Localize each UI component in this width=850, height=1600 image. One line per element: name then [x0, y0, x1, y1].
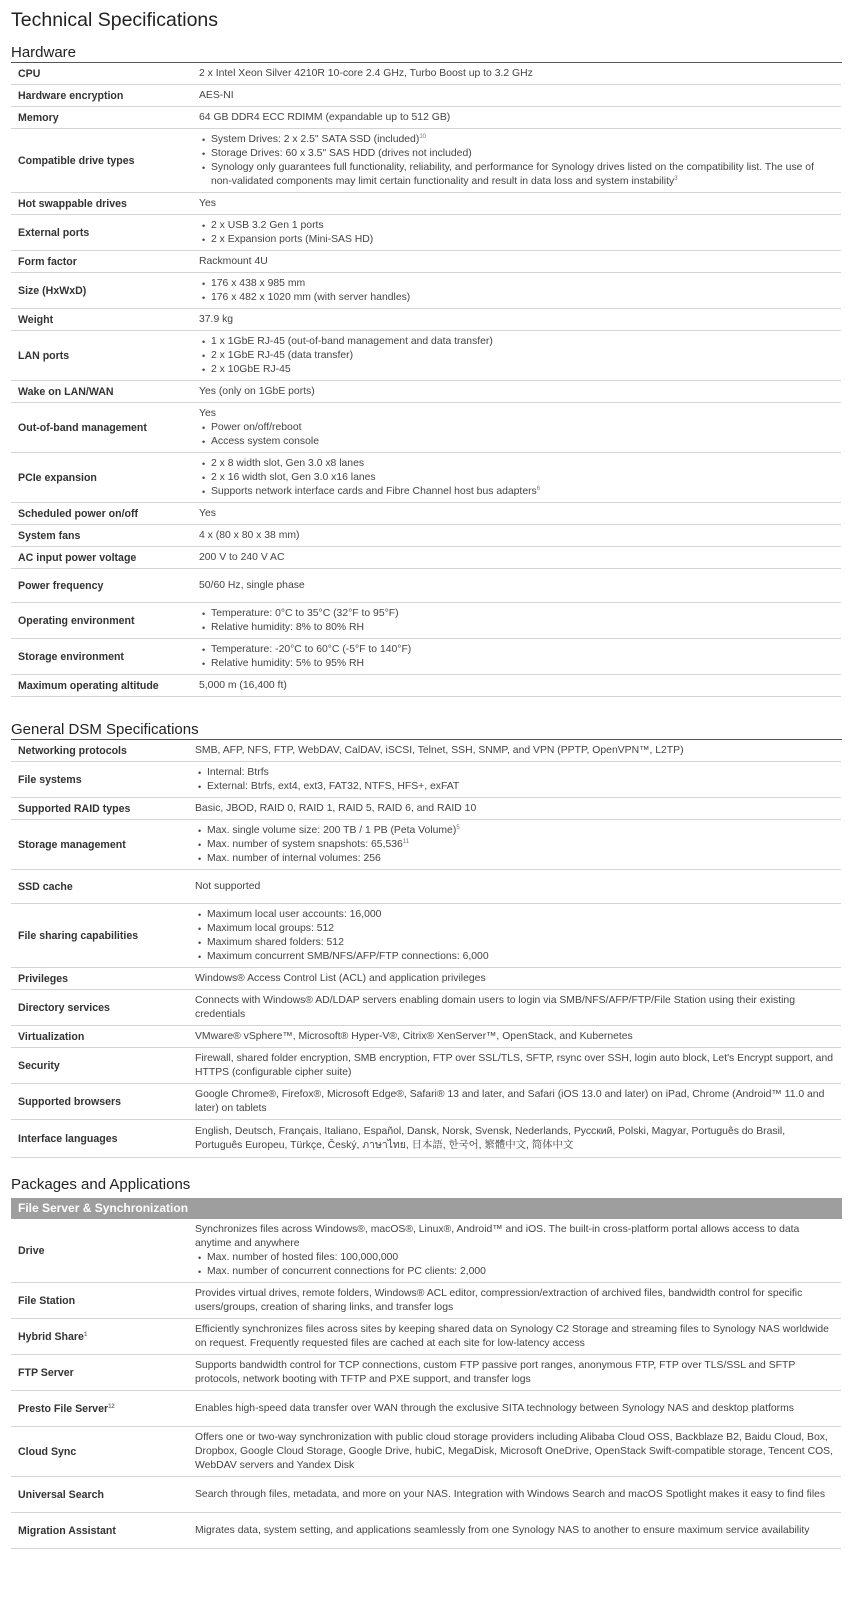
spec-bullet: • 2 x 10GbE RJ-45 — [199, 363, 835, 377]
spec-label: Scheduled power on/off — [18, 507, 139, 520]
spec-label: Maximum operating altitude — [18, 679, 159, 692]
spec-value — [195, 824, 841, 866]
spec-row-maximum-operating-altitude — [11, 675, 841, 697]
spec-value — [199, 407, 841, 449]
spec-bullet: • Maximum local groups: 512 — [195, 922, 835, 936]
spec-label: Presto File Server$^{12}$ — [18, 1402, 115, 1415]
spec-value — [199, 385, 841, 399]
spec-text: Supports bandwidth control for TCP connections, custom FTP passive port ranges, anonymous FTP, FTP over TLS/SSL and SFTP protocols, network booting with TFTP and PXE support, and transfer logs — [195, 1359, 796, 1385]
spec-text: Yes — [199, 197, 216, 209]
spec-row-compatible-drive-types — [11, 129, 841, 193]
spec-value — [195, 1088, 841, 1116]
spec-bullet: • Internal: Btrfs — [195, 766, 835, 780]
spec-label: Migration Assistant — [18, 1524, 116, 1537]
spec-row-operating-environment — [11, 603, 841, 639]
spec-bullet: • External: Btrfs, ext4, ext3, FAT32, NTFS, HFS+, exFAT — [195, 780, 835, 794]
spec-label: Wake on LAN/WAN — [18, 385, 114, 398]
spec-value — [195, 1052, 841, 1080]
spec-value — [195, 1030, 841, 1044]
spec-text: 64 GB DDR4 ECC RDIMM (expandable up to 512 GB) — [199, 111, 451, 123]
spec-label: Operating environment — [18, 614, 135, 627]
spec-text: Enables high-speed data transfer over WAN through the exclusive SITA technology between Synology NAS and desktop platforms — [195, 1402, 794, 1414]
spec-label: Storage environment — [18, 650, 124, 663]
spec-label: FTP Server — [18, 1366, 74, 1379]
spec-row-power-frequency — [11, 569, 841, 603]
spec-value — [195, 1488, 841, 1502]
spec-value — [199, 277, 841, 305]
spec-bullet: • Temperature: -20°C to 60°C (-5°F to 140°F) — [199, 643, 835, 657]
spec-value — [195, 1402, 841, 1416]
spec-label: Universal Search — [18, 1488, 104, 1501]
spec-text: Windows® Access Control List (ACL) and application privileges — [195, 972, 486, 984]
spec-text: Synchronizes files across Windows®, macOS®, Linux®, Android™ and iOS. The built-in cross-platform portal allows access to data anytime and anywhere — [195, 1223, 800, 1249]
spec-row-hybrid-share — [11, 1319, 841, 1355]
spec-value — [195, 908, 841, 964]
spec-value — [199, 551, 841, 565]
spec-bullet: • Maximum concurrent SMB/NFS/AFP/FTP connections: 6,000 — [195, 950, 835, 964]
spec-row-storage-management — [11, 820, 841, 870]
footnote-ref: 1 — [83, 1331, 88, 1338]
spec-row-lan-ports — [11, 331, 841, 381]
spec-label: Privileges — [18, 972, 69, 985]
spec-label: Supported browsers — [18, 1095, 122, 1108]
section-heading-hardware: Hardware — [11, 44, 842, 63]
spec-text: 5,000 m (16,400 ft) — [199, 679, 287, 691]
spec-row-virtualization — [11, 1026, 841, 1048]
spec-text: Google Chrome®, Firefox®, Microsoft Edge®, Safari® 13 and later, and Safari (iOS 13.0 and later) on iPad, Chrome (Android™ 11.0 and later) on tablets — [195, 1088, 825, 1114]
spec-row-system-fans — [11, 525, 841, 547]
spec-value — [195, 1223, 841, 1279]
spec-row-size-hxwxd — [11, 273, 841, 309]
spec-text: Yes (only on 1GbE ports) — [199, 385, 315, 397]
spec-row-interface-languages — [11, 1120, 841, 1158]
spec-text: Firewall, shared folder encryption, SMB encryption, FTP over SSL/TLS, SFTP, rsync over SSH, login auto block, Let's Encrypt support, and HTTPS (configurable cipher suite) — [195, 1052, 834, 1078]
spec-text: English, Deutsch, Français, Italiano, Español, Dansk, Norsk, Svensk, Nederlands, Русский, Polski, Magyar, Português do Brasil, Português Europeu, Türkçe, Český, ภาษาไทย, 日本語, 한국어, 繁體中文, 简体中文 — [195, 1125, 786, 1151]
spec-row-form-factor — [11, 251, 841, 273]
spec-label: SSD cache — [18, 880, 73, 893]
spec-value — [199, 579, 841, 593]
spec-value — [199, 197, 841, 211]
spec-text: Efficiently synchronizes files across sites by keeping shared data on Synology C2 Storage and streaming files to Synology NAS worldwide on request. Frequently requested files are cached at each site for low-latency access — [195, 1323, 829, 1349]
spec-value — [195, 766, 841, 794]
spec-row-universal-search — [11, 1477, 841, 1513]
spec-bullet: • Max. number of hosted files: 100,000,000 — [195, 1251, 835, 1265]
spec-text: 200 V to 240 V AC — [199, 551, 285, 563]
spec-bullet: • Supports network interface cards and Fibre Channel host bus adapters$^6$ — [199, 485, 835, 499]
spec-label: CPU — [18, 67, 41, 80]
spec-value — [199, 457, 841, 499]
spec-text: Not supported — [195, 880, 261, 892]
spec-bullet: • Storage Drives: 60 x 3.5" SAS HDD (drives not included) — [199, 147, 835, 161]
spec-label: System fans — [18, 529, 81, 542]
spec-text: Offers one or two-way synchronization with public cloud storage providers including Alibaba Cloud OSS, Backblaze B2, Baidu Cloud, Box, Dropbox, Google Cloud Storage, Google Drive, hubiC, MegaDisk, Microsoft OneDrive, OpenStack Swift-compatible storage, Tencent COS, WebDAV servers and Yandex Disk — [195, 1431, 833, 1471]
spec-label: Drive — [18, 1244, 45, 1257]
spec-row-memory — [11, 107, 841, 129]
spec-value — [199, 255, 841, 269]
spec-row-file-station — [11, 1283, 841, 1319]
spec-row-ssd-cache — [11, 870, 841, 904]
spec-bullet: • Power on/off/reboot — [199, 421, 835, 435]
spec-value — [195, 744, 841, 758]
spec-label: Compatible drive types — [18, 154, 135, 167]
spec-bullet: • Max. single volume size: 200 TB / 1 PB (Peta Volume)$^5$ — [195, 824, 835, 838]
spec-value — [195, 1287, 841, 1315]
spec-label: External ports — [18, 226, 90, 239]
spec-label: Directory services — [18, 1001, 110, 1014]
spec-label: Security — [18, 1059, 60, 1072]
spec-text: Migrates data, system setting, and applications seamlessly from one Synology NAS to another to ensure maximum service availability — [195, 1524, 810, 1536]
spec-label: Out-of-band management — [18, 421, 147, 434]
spec-value — [199, 335, 841, 377]
spec-label: File sharing capabilities — [18, 929, 139, 942]
spec-value — [195, 1359, 841, 1387]
spec-value — [199, 313, 841, 327]
spec-bullet: • Max. number of concurrent connections for PC clients: 2,000 — [195, 1265, 835, 1279]
spec-row-wake-on-lan-wan — [11, 381, 841, 403]
spec-label: Memory — [18, 111, 59, 124]
spec-row-privileges — [11, 968, 841, 990]
spec-bullet: • 176 x 438 x 985 mm — [199, 277, 835, 291]
spec-text: Search through files, metadata, and more on your NAS. Integration with Windows Search and macOS Spotlight makes it easy to find files — [195, 1488, 826, 1500]
footnote-ref: 11 — [402, 838, 410, 845]
spec-value — [195, 1323, 841, 1351]
spec-value — [195, 880, 841, 894]
spec-row-file-systems — [11, 762, 841, 798]
spec-label: LAN ports — [18, 349, 70, 362]
section-heading-packages: Packages and Applications — [11, 1176, 191, 1193]
spec-bullet: • 1 x 1GbE RJ-45 (out-of-band management and data transfer) — [199, 335, 835, 349]
spec-row-supported-raid-types — [11, 798, 841, 820]
spec-bullet: • 2 x 16 width slot, Gen 3.0 x16 lanes — [199, 471, 835, 485]
spec-bullet: • Access system console — [199, 435, 835, 449]
footnote-ref: 12 — [108, 1403, 115, 1410]
spec-label: Storage management — [18, 838, 126, 851]
spec-text: 50/60 Hz, single phase — [199, 579, 305, 591]
spec-value — [199, 133, 841, 189]
spec-row-presto-file-server — [11, 1391, 841, 1427]
spec-text: VMware® vSphere™, Microsoft® Hyper-V®, Citrix® XenServer™, OpenStack, and Kubernetes — [195, 1030, 633, 1042]
spec-row-out-of-band-management — [11, 403, 841, 453]
packages-table — [11, 1219, 841, 1549]
spec-value — [195, 972, 841, 986]
spec-bullet: • Maximum shared folders: 512 — [195, 936, 835, 950]
footnote-ref: 10 — [419, 133, 426, 140]
category-band: File Server & Synchronization — [11, 1198, 842, 1219]
spec-row-scheduled-power-on-off — [11, 503, 841, 525]
footnote-ref: 5 — [456, 824, 460, 831]
dsm-table — [11, 740, 841, 1158]
spec-row-external-ports — [11, 215, 841, 251]
section-heading-dsm: General DSM Specifications — [11, 721, 842, 740]
spec-text: Provides virtual drives, remote folders, Windows® ACL editor, compression/extraction of archived files, bandwidth control for specific users/groups, creation of sharing links, and transfer logs — [195, 1287, 803, 1313]
spec-text: SMB, AFP, NFS, FTP, WebDAV, CalDAV, iSCSI, Telnet, SSH, SNMP, and VPN (PPTP, OpenVPN™, L2TP) — [195, 744, 684, 756]
spec-label: Form factor — [18, 255, 77, 268]
page-title: Technical Specifications — [11, 9, 219, 31]
spec-value — [199, 111, 841, 125]
spec-row-networking-protocols — [11, 740, 841, 762]
spec-label: Weight — [18, 313, 54, 326]
spec-label: Hot swappable drives — [18, 197, 127, 210]
spec-text: Connects with Windows® AD/LDAP servers enabling domain users to login via SMB/NFS/AFP/FTP/File Station using their existing credentials — [195, 994, 795, 1020]
spec-row-hot-swappable-drives — [11, 193, 841, 215]
spec-value — [195, 994, 841, 1022]
spec-value — [199, 529, 841, 543]
spec-row-security — [11, 1048, 841, 1084]
spec-bullet: • Relative humidity: 8% to 80% RH — [199, 621, 835, 635]
spec-bullet: • Synology only guarantees full functionality, reliability, and performance for Synology drives listed on the compatibility list. The use of non-validated components may limit certain functionality and result in data loss and system instability$^3$ — [199, 161, 835, 189]
spec-label: Power frequency — [18, 579, 104, 592]
spec-text: Yes — [199, 407, 216, 419]
spec-row-cloud-sync — [11, 1427, 841, 1477]
spec-label: Hybrid Share$^1$ — [18, 1330, 88, 1343]
spec-bullet: • 2 x 1GbE RJ-45 (data transfer) — [199, 349, 835, 363]
spec-value — [195, 1524, 841, 1538]
spec-row-directory-services — [11, 990, 841, 1026]
spec-label: Hardware encryption — [18, 89, 124, 102]
spec-bullet: • 176 x 482 x 1020 mm (with server handles) — [199, 291, 835, 305]
spec-value — [195, 1431, 841, 1473]
spec-text: 37.9 kg — [199, 313, 234, 325]
spec-text: Yes — [199, 507, 216, 519]
spec-value — [199, 67, 841, 81]
spec-label: AC input power voltage — [18, 551, 137, 564]
spec-value — [195, 802, 841, 816]
spec-value — [199, 607, 841, 635]
spec-bullet: • Relative humidity: 5% to 95% RH — [199, 657, 835, 671]
spec-row-drive — [11, 1219, 841, 1283]
spec-value — [199, 643, 841, 671]
spec-text: 2 x Intel Xeon Silver 4210R 10-core 2.4 GHz, Turbo Boost up to 3.2 GHz — [199, 67, 533, 79]
spec-value — [199, 219, 841, 247]
spec-label: PCIe expansion — [18, 471, 97, 484]
spec-row-pcie-expansion — [11, 453, 841, 503]
footnote-ref: 3 — [674, 175, 678, 182]
spec-row-migration-assistant — [11, 1513, 841, 1549]
spec-row-supported-browsers — [11, 1084, 841, 1120]
spec-text: AES-NI — [199, 89, 234, 101]
spec-row-file-sharing-capabilities — [11, 904, 841, 968]
spec-value — [199, 89, 841, 103]
spec-text: Basic, JBOD, RAID 0, RAID 1, RAID 5, RAID 6, and RAID 10 — [195, 802, 477, 814]
spec-value — [199, 679, 841, 693]
spec-bullet: • 2 x Expansion ports (Mini-SAS HD) — [199, 233, 835, 247]
spec-value — [199, 507, 841, 521]
spec-row-hardware-encryption — [11, 85, 841, 107]
spec-bullet: • Temperature: 0°C to 35°C (32°F to 95°F) — [199, 607, 835, 621]
footnote-ref: 6 — [536, 485, 541, 492]
spec-label: File Station — [18, 1294, 76, 1307]
spec-bullet: • Max. number of system snapshots: 65,536$^{11}$ — [195, 838, 835, 852]
spec-label: Supported RAID types — [18, 802, 131, 815]
spec-label: Cloud Sync — [18, 1445, 77, 1458]
spec-label: Size (HxWxD) — [18, 284, 87, 297]
spec-row-weight — [11, 309, 841, 331]
hardware-table — [11, 63, 841, 697]
spec-bullet: • System Drives: 2 x 2.5" SATA SSD (included)$^{10}$ — [199, 133, 835, 147]
spec-bullet: • 2 x 8 width slot, Gen 3.0 x8 lanes — [199, 457, 835, 471]
spec-label: Virtualization — [18, 1030, 85, 1043]
spec-row-storage-environment — [11, 639, 841, 675]
spec-row-ac-input-power-voltage — [11, 547, 841, 569]
spec-bullet: • Max. number of internal volumes: 256 — [195, 852, 835, 866]
spec-row-cpu — [11, 63, 841, 85]
spec-label: Interface languages — [18, 1132, 118, 1145]
spec-label: File systems — [18, 773, 82, 786]
spec-value — [195, 1125, 841, 1153]
spec-label: Networking protocols — [18, 744, 127, 757]
spec-text: 4 x (80 x 80 x 38 mm) — [199, 529, 300, 541]
spec-bullet: • 2 x USB 3.2 Gen 1 ports — [199, 219, 835, 233]
spec-row-ftp-server — [11, 1355, 841, 1391]
spec-text: Rackmount 4U — [199, 255, 268, 267]
spec-bullet: • Maximum local user accounts: 16,000 — [195, 908, 835, 922]
